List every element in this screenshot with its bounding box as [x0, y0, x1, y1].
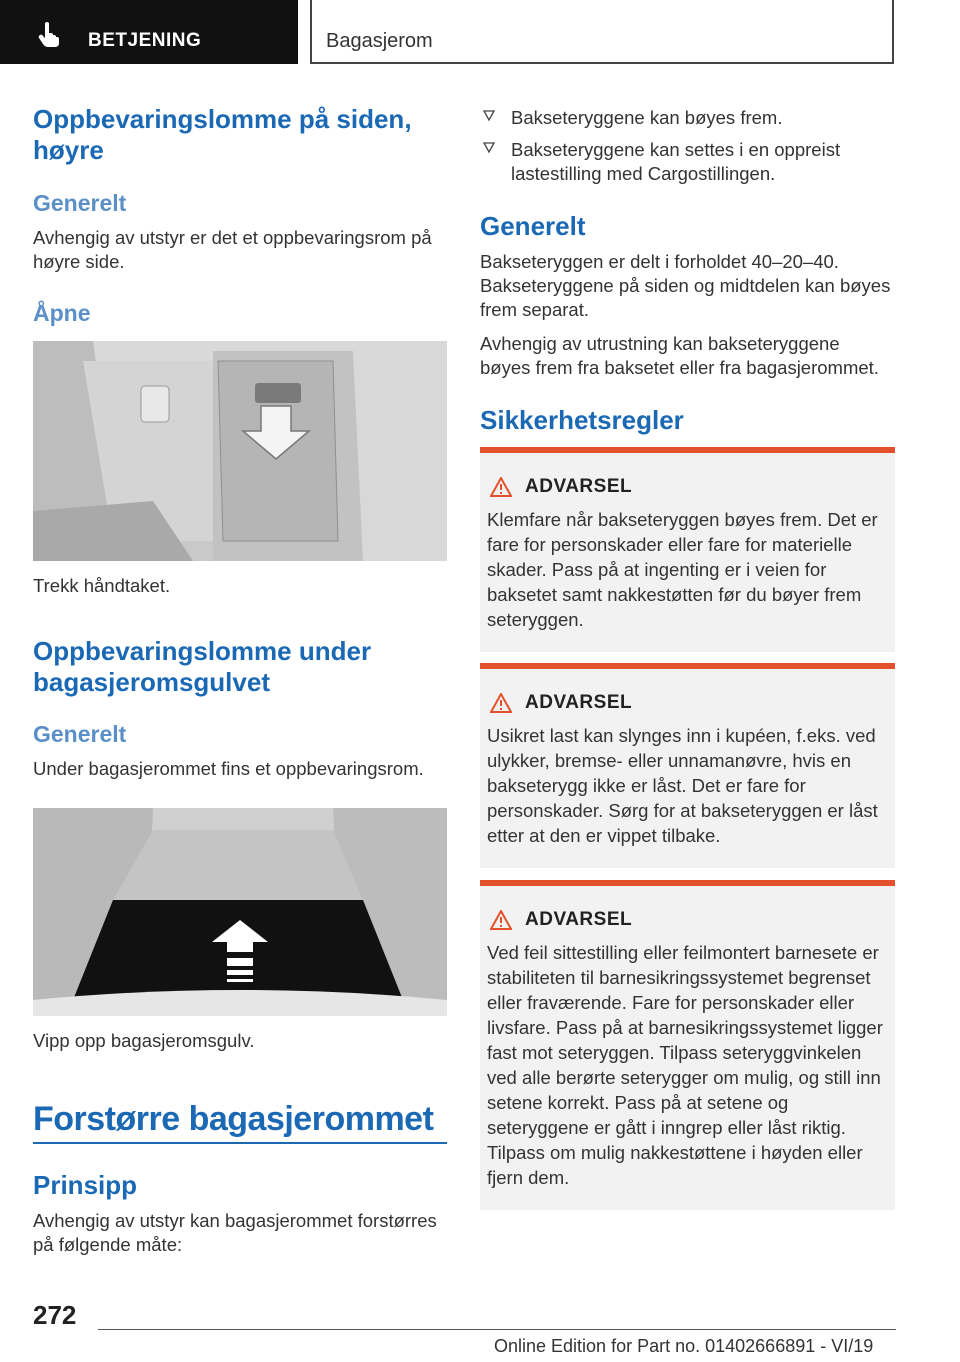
- warning-text: Ved feil sittestilling eller feilmontert barnesete er stabiliteten til barnesikringssystemet begrenset eller fraværende. Fare for personskader eller livsfare. Pass på at barnesikringssystemet ligger fast mot seteryggen. Tilpass seteryggvinkelen ved alle berørte seterygger om mulig, og still inn setene korrekt. Pass på at setene og seteryggene er gått i inngrep eller låst riktig. Tilpass om mulig nakkestøttene i høyden eller fjern dem.: [487, 942, 883, 1188]
- subheading-general-1: Generelt: [33, 190, 127, 216]
- warning-triangle-icon: [490, 693, 512, 713]
- list-item: [482, 106, 897, 132]
- paragraph-principle: Avhengig av utstyr kan bagasjerommet forstørres på følgende måte:: [33, 1210, 437, 1255]
- heading-safety: Sikkerhetsregler: [480, 405, 684, 435]
- caption-pull-handle: Trekk håndtaket.: [33, 575, 171, 596]
- bullet-text: Bakseteryggene kan settes i en oppreist lastestilling med Cargostillingen.: [511, 139, 841, 184]
- chapter-header: [310, 0, 894, 64]
- heading-storage-right: Oppbevaringslomme på siden, høyre: [33, 104, 412, 165]
- paragraph-general-2: Under bagasjerommet fins et oppbevaringsrom.: [33, 758, 424, 779]
- section-label: BETJENING: [88, 30, 202, 51]
- warning-box: [480, 663, 895, 868]
- paragraph-backrest-split: Bakseteryggen er delt i forholdet 40–20–40. Bakseteryggene på siden og midtdelen kan bøyes frem separat.: [480, 251, 891, 320]
- warning-text: Usikret last kan slynges inn i kupéen, f.eks. ved ulykker, bremse- eller unnamanøvre, hvis en bakseterygg ikke er låst. Det er fare for personskader. Sørg for at bakseteryggen er låst etter at den er vippet tilbake.: [487, 725, 878, 846]
- side-compartment-image: [33, 341, 447, 561]
- warning-box: [480, 447, 895, 652]
- heading-rule: [33, 1142, 447, 1144]
- caption-tilt-floor: Vipp opp bagasjeromsgulv.: [33, 1030, 255, 1051]
- warning-box: [480, 880, 895, 1210]
- warning-text: Klemfare når bakseteryggen bøyes frem. Det er fare for personskader eller fare for materielle skader. Pass på at ingenting er i veien for baksetet samt nakkestøtten før du bøyer frem seteryggen.: [487, 509, 878, 630]
- hand-pointer-icon: [36, 20, 64, 48]
- subheading-open: Åpne: [33, 300, 91, 326]
- triangle-bullet-icon: [482, 141, 496, 155]
- warning-bar: [480, 880, 895, 886]
- heading-enlarge-luggage: Forstørre bagasjerommet: [33, 1100, 434, 1138]
- warning-bar: [480, 447, 895, 453]
- warning-triangle-icon: [490, 477, 512, 497]
- warning-triangle-icon: [490, 910, 512, 930]
- warning-title: ADVARSEL: [525, 476, 633, 497]
- heading-general-right: Generelt: [480, 211, 586, 241]
- triangle-bullet-icon: [482, 109, 496, 123]
- subheading-general-2: Generelt: [33, 721, 127, 747]
- warning-title: ADVARSEL: [525, 909, 633, 930]
- heading-storage-floor: Oppbevaringslomme under bagasjeromsgulvet: [33, 636, 372, 697]
- list-item: [482, 138, 897, 188]
- floor-compartment-image: [33, 800, 447, 1016]
- paragraph-general-1: Avhengig av utstyr er det et oppbevaringsrom på høyre side.: [33, 227, 432, 272]
- section-tab: [0, 0, 298, 64]
- edition-info: Online Edition for Part no. 01402666891 - VI/19: [494, 1336, 874, 1356]
- chapter-title: Bagasjerom: [326, 30, 433, 52]
- paragraph-backrest-fold: Avhengig av utrustning kan bakseteryggene bøyes frem fra baksetet eller fra bagasjerommet.: [480, 333, 879, 378]
- warning-title: ADVARSEL: [525, 692, 633, 713]
- bullet-text: Bakseteryggene kan bøyes frem.: [511, 107, 783, 128]
- footer-rule: [98, 1329, 896, 1330]
- warning-bar: [480, 663, 895, 669]
- heading-principle: Prinsipp: [33, 1170, 138, 1200]
- page-number: 272: [33, 1300, 77, 1330]
